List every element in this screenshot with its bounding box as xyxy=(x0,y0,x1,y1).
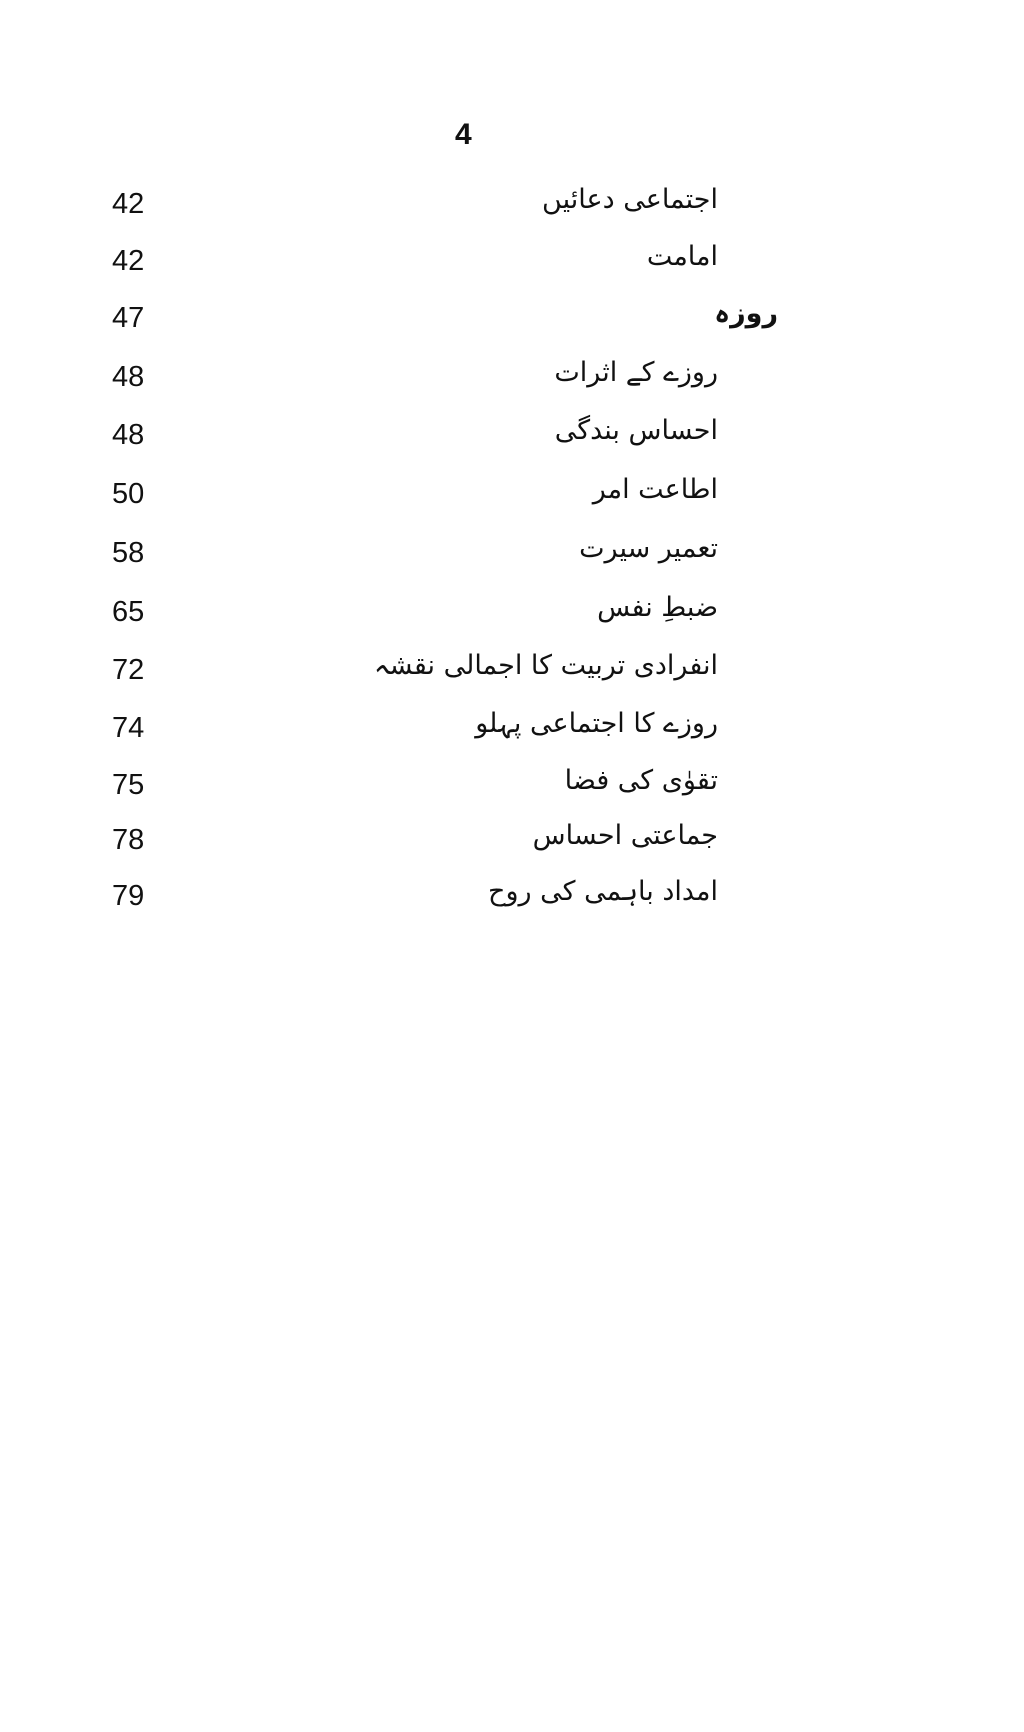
page-number: 4 xyxy=(455,118,472,151)
toc-page-number: 48 xyxy=(112,361,145,393)
toc-entry-title: جماعتی احساس xyxy=(532,820,718,851)
toc-page-number: 65 xyxy=(112,596,145,628)
toc-row xyxy=(0,237,1024,295)
toc-entry-title: امامت xyxy=(646,241,718,272)
toc-page-number: 42 xyxy=(112,188,145,220)
toc-row xyxy=(0,294,1024,352)
toc-entry-title: روزے کا اجتماعی پہلو xyxy=(475,708,718,739)
toc-entry-title: تعمیر سیرت xyxy=(579,533,718,564)
toc-row xyxy=(0,646,1024,704)
toc-page-number: 72 xyxy=(112,654,145,686)
toc-row xyxy=(0,529,1024,587)
toc-entry-title: انفرادی تربیت کا اجمالی نقشہ xyxy=(373,650,718,681)
toc-entry-title: روزے کے اثرات xyxy=(554,357,718,388)
toc-entry-title: تقوٰی کی فضا xyxy=(564,765,718,796)
toc-page-number: 47 xyxy=(112,302,145,334)
toc-row xyxy=(0,816,1024,874)
toc-row xyxy=(0,704,1024,762)
toc-row xyxy=(0,411,1024,469)
toc-entry-title: اطاعت امر xyxy=(592,474,718,505)
toc-page-number: 48 xyxy=(112,419,145,451)
toc-entry-title: امداد باہمی کی روح xyxy=(488,876,718,907)
toc-row xyxy=(0,872,1024,930)
toc-page-number: 42 xyxy=(112,245,145,277)
toc-row xyxy=(0,180,1024,238)
toc-page-number: 58 xyxy=(112,537,145,569)
toc-entry-title: ضبطِ نفس xyxy=(597,592,718,623)
toc-row xyxy=(0,761,1024,819)
toc-entry-title: اجتماعی دعائیں xyxy=(542,184,718,215)
toc-page-number: 74 xyxy=(112,712,145,744)
toc-section-title: روزہ xyxy=(714,298,778,329)
toc-page-number: 50 xyxy=(112,478,145,510)
toc-row xyxy=(0,353,1024,411)
toc-page-number: 75 xyxy=(112,769,145,801)
toc-row xyxy=(0,588,1024,646)
toc-entry-title: احساس بندگی xyxy=(554,415,718,446)
toc-row xyxy=(0,470,1024,528)
toc-page-number: 78 xyxy=(112,824,145,856)
toc-page-number: 79 xyxy=(112,880,145,912)
